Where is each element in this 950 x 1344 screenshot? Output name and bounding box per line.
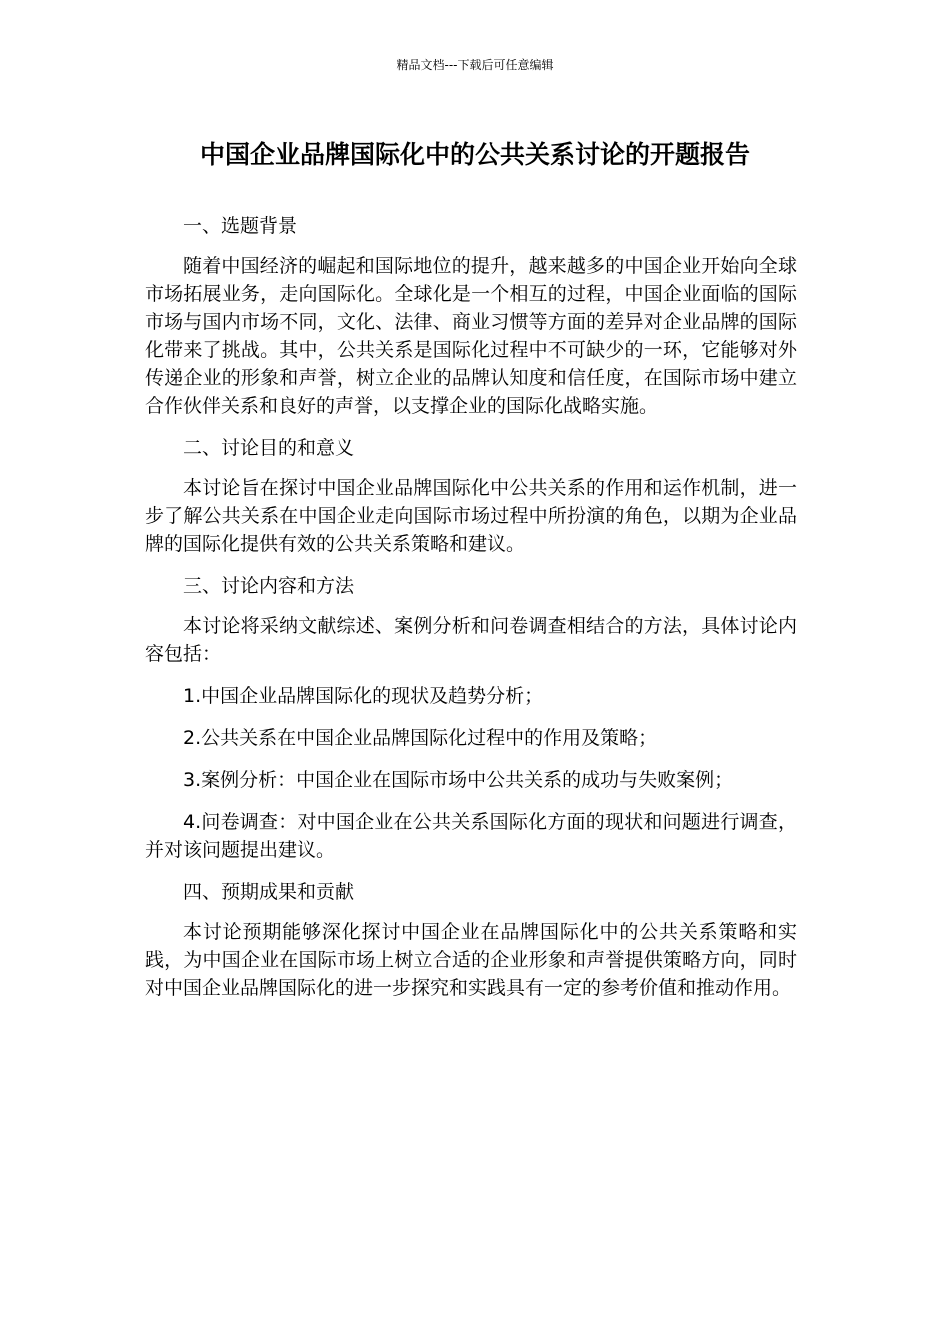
paragraph-method: 本讨论将采纳文献综述、案例分析和问卷调查相结合的方法，具体讨论内容包括：: [145, 615, 797, 665]
document-body: [145, 212, 797, 1002]
paragraph-background: 随着中国经济的崛起和国际地位的提升，越来越多的中国企业开始向全球市场拓展业务，走向国际化。全球化是一个相互的过程，中国企业面临的国际市场与国内市场不同，文化、法律、商业习惯等方面的差异对企业品牌的国际化带来了挑战。其中，公共关系是国际化过程中不可缺少的一环，它能够对外传递企业的形象和声誉，树立企业的品牌认知度和信任度，在国际市场中建立合作伙伴关系和良好的声誉，以支撑企业的国际化战略实施。: [145, 255, 797, 417]
document-title: 中国企业品牌国际化中的公共关系讨论的开题报告: [199, 140, 750, 169]
list-item: 2.公共关系在中国企业品牌国际化过程中的作用及策略；: [183, 727, 658, 749]
section-heading-background: 一、选题背景: [183, 215, 298, 237]
section-heading-method: 三、讨论内容和方法: [183, 575, 355, 597]
list-item: 1.中国企业品牌国际化的现状及趋势分析；: [183, 685, 544, 707]
list-item: 4.问卷调查：对中国企业在公共关系国际化方面的现状和问题进行调查，并对该问题提出建议。: [145, 811, 797, 861]
header-note: 精品文档---下载后可任意编辑: [396, 58, 554, 72]
paragraph-outcomes: 本讨论预期能够深化探讨中国企业在品牌国际化中的公共关系策略和实践，为中国企业在国际市场上树立合适的企业形象和声誉提供策略方向，同时对中国企业品牌国际化的进一步探究和实践具有一定的参考价值和推动作用。: [145, 921, 797, 999]
section-heading-purpose: 二、讨论目的和意义: [183, 437, 355, 459]
section-heading-outcomes: 四、预期成果和贡献: [183, 881, 355, 903]
list-item: 3.案例分析：中国企业在国际市场中公共关系的成功与失败案例；: [183, 769, 734, 791]
paragraph-purpose: 本讨论旨在探讨中国企业品牌国际化中公共关系的作用和运作机制，进一步了解公共关系在中国企业走向国际市场过程中所扮演的角色，以期为企业品牌的国际化提供有效的公共关系策略和建议。: [145, 477, 797, 555]
